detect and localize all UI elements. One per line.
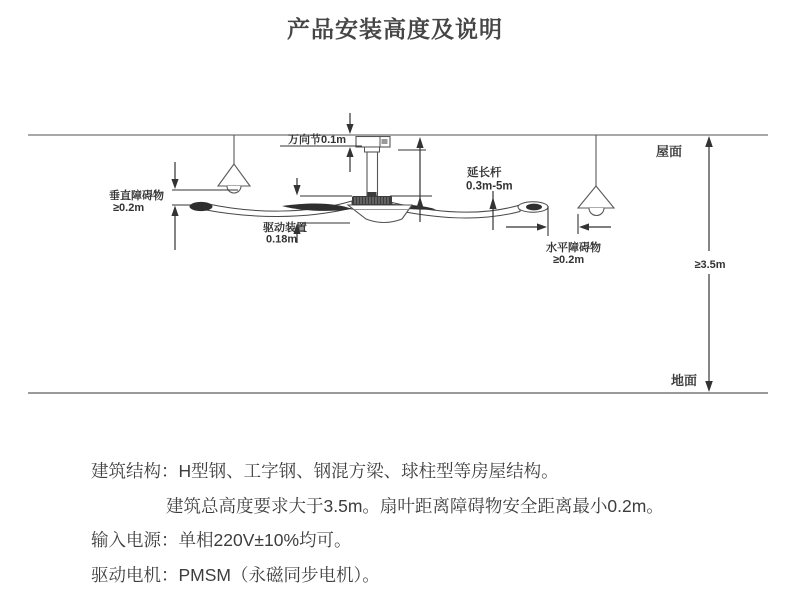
- spec-label: 建筑结构：: [91, 461, 179, 481]
- horizontal-obstacle-value: ≥0.2m: [553, 254, 585, 266]
- spec-list: [91, 461, 751, 600]
- universal-joint-label: 万向节0.1m: [288, 134, 347, 146]
- spec-label: [91, 496, 166, 516]
- page-title: 产品安装高度及说明: [287, 16, 503, 42]
- spec-value: 单相220V±10%均可。: [178, 530, 352, 551]
- spec-row-power: [91, 530, 751, 550]
- extension-rod-label: 延长杆: [467, 167, 502, 179]
- vertical-obstacle-label: 垂直障碍物: [109, 190, 164, 202]
- spec-row-structure: [91, 461, 751, 481]
- spec-value: 建筑总高度要求大于3.5m。扇叶距离障碍物安全距离最小0.2m。: [166, 495, 664, 516]
- mount-plate-clip: [382, 139, 388, 144]
- spec-label: 输入电源：: [91, 530, 179, 551]
- drive-unit-value: 0.18m: [266, 233, 298, 246]
- spec-value: H型钢、工字钢、钢混方梁、球柱型等房屋结构。: [178, 461, 559, 481]
- spec-row-structure-cont: [91, 496, 751, 516]
- spec-label: 驱动电机：: [91, 564, 179, 585]
- right-blade-tip-mark: [526, 204, 542, 211]
- left-blade-tip: [190, 202, 213, 211]
- rod-collar: [365, 147, 380, 152]
- drive-unit-label: 驱动装置: [263, 222, 307, 234]
- right-lamp: [578, 135, 614, 216]
- spec-row-motor: [91, 565, 751, 585]
- spec-value: PMSM（永磁同步电机）。: [178, 564, 380, 585]
- ground-label: 地面: [671, 373, 698, 388]
- roof-label: 屋面: [656, 144, 683, 159]
- overall-height-label: ≥3.5m: [694, 259, 726, 271]
- vertical-obstacle-value: ≥0.2m: [113, 202, 145, 214]
- horizontal-obstacle-label: 水平障碍物: [546, 242, 601, 254]
- gear-nub: [368, 192, 377, 197]
- left-lamp: [218, 135, 250, 193]
- motor-bowl: [348, 205, 412, 223]
- fan-hub: [348, 137, 412, 223]
- extension-rod-range: 0.3m-5m: [466, 180, 513, 193]
- extension-rod: [367, 152, 378, 196]
